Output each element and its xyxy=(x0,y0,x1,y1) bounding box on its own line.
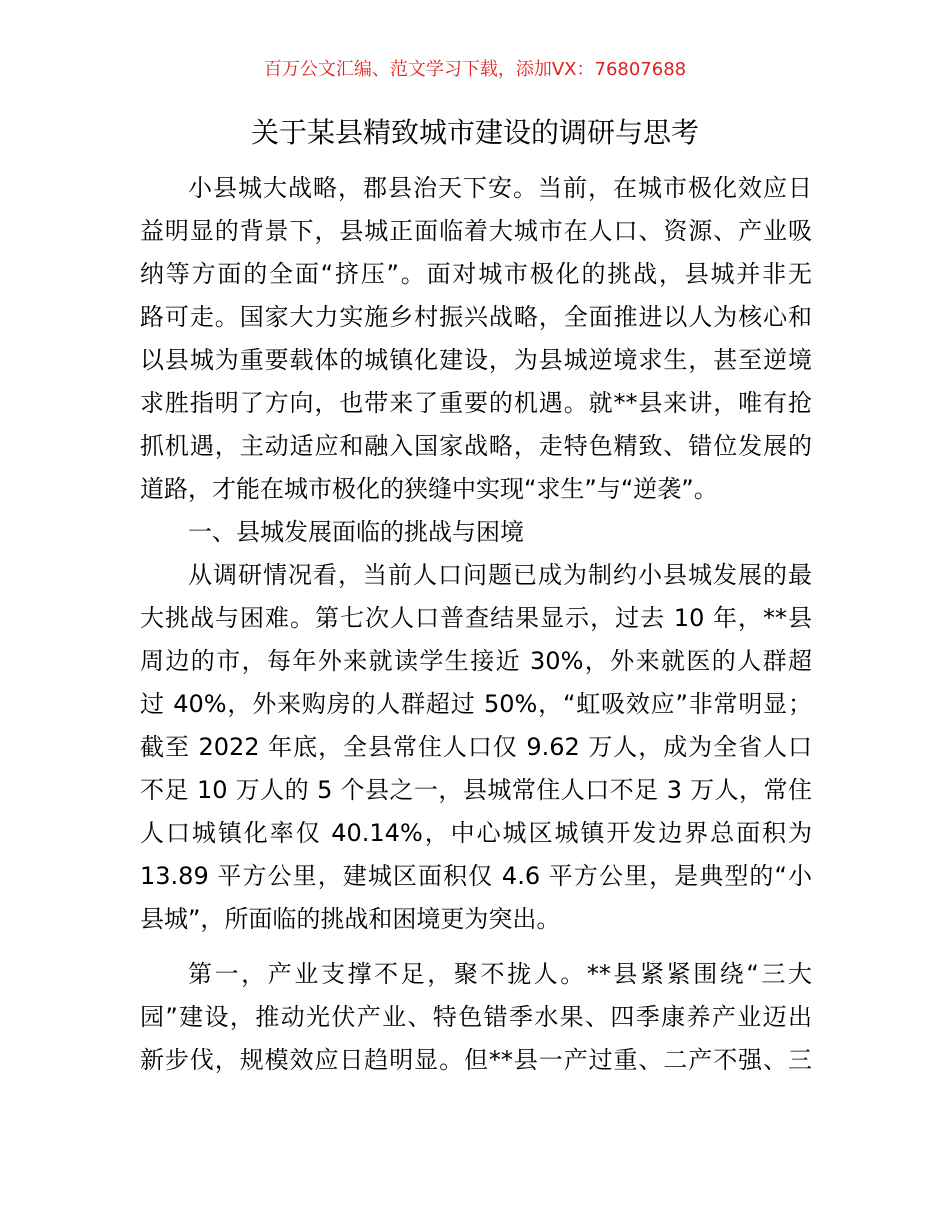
paragraph-line: 周边的市，每年外来就读学生接近 30%，外来就医的人群超 xyxy=(140,647,812,675)
paragraph-line: 截至 2022 年底，全县常住人口仅 9.62 万人，成为全省人口 xyxy=(140,733,812,761)
paragraph-line: 路可走。国家大力实施乡村振兴战略，全面推进以人为核心和 xyxy=(140,303,812,331)
intro-paragraph xyxy=(140,167,812,511)
paragraph-line: 道路，才能在城市极化的狭缝中实现“求生”与“逆袭”。 xyxy=(140,475,718,503)
document-body xyxy=(140,167,812,1082)
paragraph-line: 县城”，所面临的挑战和困境更为突出。 xyxy=(140,905,561,933)
watermark-banner: 百万公文汇编、范文学习下载，添加VX：76807688 xyxy=(263,59,687,80)
population-paragraph xyxy=(140,554,812,941)
section-heading: 一、县城发展面临的挑战与困境 xyxy=(188,518,524,546)
paragraph-line: 园”建设，推动光伏产业、特色错季水果、四季康养产业迈出 xyxy=(140,1003,812,1031)
paragraph-line: 过 40%，外来购房的人群超过 50%，“虹吸效应”非常明显； xyxy=(140,690,812,718)
paragraph-line: 小县城大战略，郡县治天下安。当前，在城市极化效应日 xyxy=(188,174,812,202)
paragraph-line: 以县城为重要载体的城镇化建设，为县城逆境求生，甚至逆境 xyxy=(140,346,812,374)
paragraph-line: 不足 10 万人的 5 个县之一，县城常住人口不足 3 万人，常住 xyxy=(140,776,812,804)
paragraph-line: 大挑战与困难。第七次人口普查结果显示，过去 10 年，**县 xyxy=(140,604,812,632)
paragraph-line: 抓机遇，主动适应和融入国家战略，走特色精致、错位发展的 xyxy=(140,432,812,460)
paragraph-line: 求胜指明了方向，也带来了重要的机遇。就**县来讲，唯有抢 xyxy=(140,389,812,417)
paragraph-line: 13.89 平方公里，建城区面积仅 4.6 平方公里，是典型的“小 xyxy=(140,862,812,890)
paragraph-line: 纳等方面的全面“挤压”。面对城市极化的挑战，县城并非无 xyxy=(140,260,812,288)
paragraph-gap xyxy=(140,941,812,953)
first-point-paragraph xyxy=(140,953,812,1082)
paragraph-line: 益明显的背景下，县城正面临着大城市在人口、资源、产业吸 xyxy=(140,217,812,245)
paragraph-line: 从调研情况看，当前人口问题已成为制约小县城发展的最 xyxy=(188,561,812,589)
paragraph-line: 第一，产业支撑不足，聚不拢人。**县紧紧围绕“三大 xyxy=(188,960,812,988)
paragraph-line: 新步伐，规模效应日趋明显。但**县一产过重、二产不强、三 xyxy=(140,1046,812,1074)
paragraph-line: 人口城镇化率仅 40.14%，中心城区城镇开发边界总面积为 xyxy=(140,819,812,847)
document-title: 关于某县精致城市建设的调研与思考 xyxy=(250,116,699,149)
